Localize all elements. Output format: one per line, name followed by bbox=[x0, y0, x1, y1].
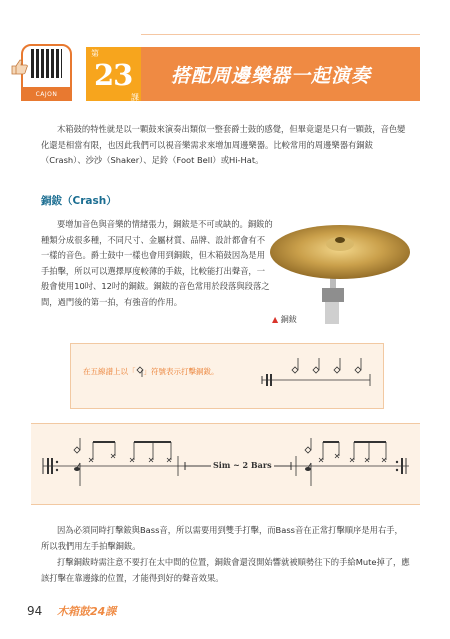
caption-text: 銅鈸 bbox=[280, 315, 297, 324]
qr-code-icon bbox=[31, 49, 62, 78]
book-brand: 木箱鼓24課 bbox=[57, 605, 117, 618]
cymbal-note-symbol-icon bbox=[136, 366, 144, 378]
qr-code-badge[interactable] bbox=[21, 44, 72, 89]
crash-cymbal-image bbox=[270, 212, 415, 327]
notation-note-text bbox=[83, 366, 219, 378]
cajon-label: CAJON bbox=[21, 88, 72, 101]
image-caption bbox=[272, 314, 297, 325]
section-paragraph: 要增加音色與音樂的情緒張力，銅鈸是不可或缺的。銅鈸的種類分成很多種，不同尺寸、金屬材質、品牌、設計都會有不一樣的音色。爵士鼓中一樣也會用到銅鈸，但木箱鼓因為是用手拍擊，所以可以選擇厚度較薄的手鈸，比較能打出聲音，一般會使用10吋、12吋的銅鈸。銅鈸的音色常用於段落與段落之間，過門後的第一拍，有強音的作用。 bbox=[41, 219, 273, 307]
page-title: 搭配周邊樂器一起演奏 bbox=[171, 65, 372, 87]
thumbs-up-icon bbox=[10, 58, 28, 76]
cymbal-notation-staff bbox=[258, 352, 373, 400]
lesson-number: 23 bbox=[94, 58, 133, 92]
page-number: 94 bbox=[27, 604, 43, 618]
lesson-suffix: 課 bbox=[131, 93, 139, 102]
header-rule bbox=[141, 34, 420, 48]
note-text-after: 」符號表示打擊銅鈸。 bbox=[143, 367, 219, 376]
intro-paragraph: 木箱鼓的特性就是以一顆鼓來演奏出類似一整套爵士鼓的感覺，但畢竟還是只有一顆鼓，音色變化還是相當有限，也因此我們可以視音樂需求來增加周邊樂器。比較常用的周邊樂器有銅鈸（Crash）、沙沙（Shaker）、足鈴（Foot Bell）或Hi-Hat。 bbox=[41, 124, 406, 166]
section-title: 銅鈸（Crash） bbox=[41, 195, 117, 207]
paragraph-edge-strike: 打擊銅鈸時需注意不要打在太中間的位置，銅鈸會還沒開始響就被順勢往下的手給Mute掉了，應該打擊在靠邊緣的位置，才能得到好的聲音效果。 bbox=[41, 557, 410, 583]
lesson-prefix: 第 bbox=[91, 49, 99, 58]
paragraph-left-hand: 因為必須同時打擊鈸與Bass音，所以需要用到雙手打擊，而Bass音在正常打擊順序是用右手，所以我們用左手拍擊銅鈸。 bbox=[41, 525, 403, 551]
triangle-icon: ▲ bbox=[272, 315, 279, 324]
sim-bars-label: Sim ~ 2 Bars bbox=[213, 460, 272, 470]
note-text-before: 在五線譜上以「 bbox=[83, 367, 136, 376]
